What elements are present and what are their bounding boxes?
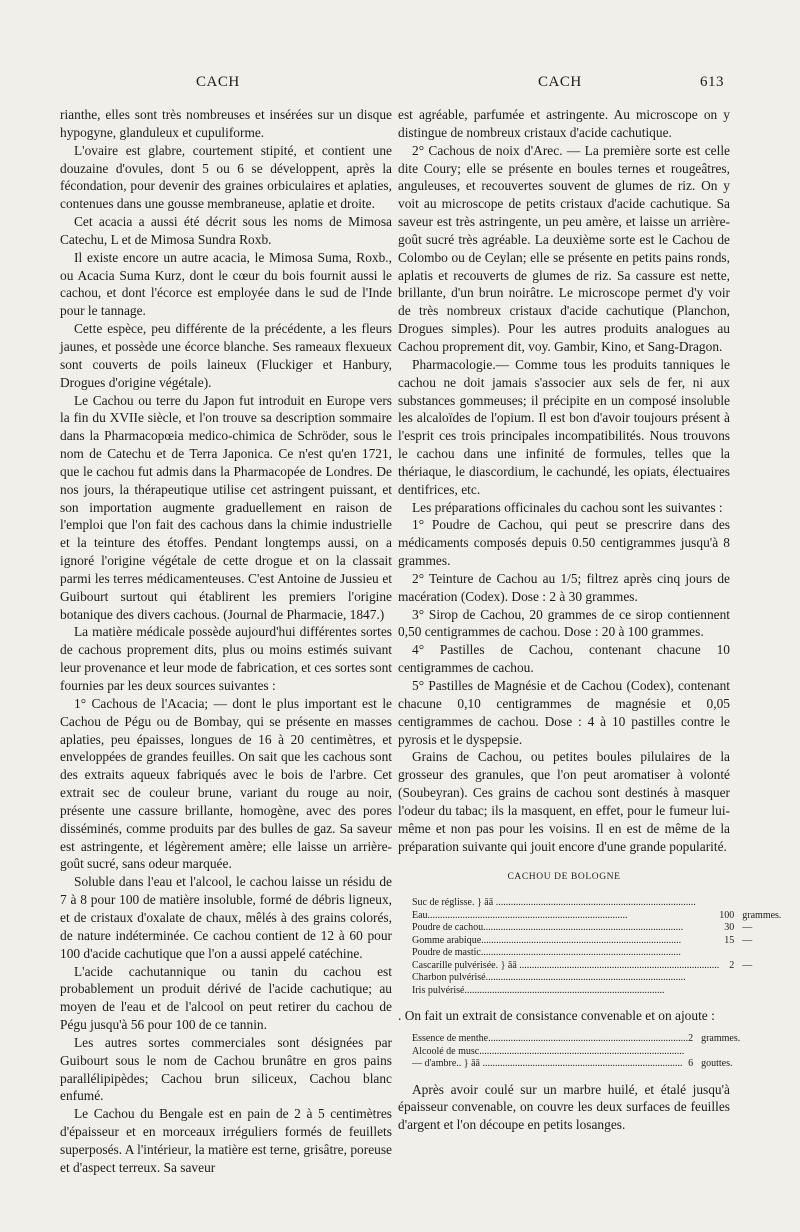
paragraph: . On fait un extrait de consistance convenable et on ajoute : — [398, 1008, 715, 1024]
paragraph: Le Cachou ou terre du Japon fut introduit en Europe vers la fin du XVIIe siècle, et l'on trouve sa description sommaire dans la Pharmacopœia medico-chimica de Schröder, sous le nom de Catechu et de Terra Japonica. Ce n'est qu'en 1721, que le cachou fut admis dans la Pharmacopée de Londres. De nos jours, la thérapeutique utilise cet astringent puissant, et son importation augmente graduellement en raison de l'emploi que l'on fait des cachous dans la chimie industrielle et la teinture des étoffes. Pendant longtemps aussi, on a ignoré l'origine végétale de cette drogue et on la classait parmi les terres médicamenteuses. C'est Antoine de Jussieu et Guibourt surtout qui établirent les premiers l'origine botanique des divers cachous. (Journal de Pharmacie, 1847.) — [60, 392, 392, 622]
paragraph: est agréable, parfumée et astringente. Au microscope on y distingue de nombreux cristaux d'acide cachutique. — [398, 107, 730, 140]
recipe-row — [412, 910, 781, 923]
ingredient-unit: — — [742, 934, 753, 946]
ingredient-name: Charbon pulvérisé................................................................................ — [412, 972, 686, 984]
paragraph: L'ovaire est glabre, courtement stipité, et contient une douzaine d'ovules, dont 5 ou 6 se développent, après la fécondation, pour devenir des graines orbiculaires et aplaties, contenues dans une gousse membraneuse, aplatie et droite. — [60, 142, 392, 212]
ingredient-unit — [734, 985, 781, 998]
paragraph: Les autres sortes commerciales sont désignées par Guibourt sous le nom de Cachou brunâtre en gros pains parallélipipèdes; Cachou brun siliceux, Cachou blanc enfumé. — [60, 1034, 392, 1104]
ingredient-unit: — — [742, 959, 753, 971]
paragraph: 3° Sirop de Cachou, 20 grammes de ce sirop contiennent 0,50 centigrammes de cachou. Dose : 20 à 100 grammes. — [398, 606, 730, 640]
ingredient-name: Iris pulvérisé................................................................................ — [412, 984, 665, 996]
recipe-row — [412, 960, 781, 973]
paragraph: 2° Cachous de noix d'Arec. — La première sorte est celle dite Coury; elle se présente en boules ternes et rougeâtres, anguleuses, et recouvertes souvent de glumes de riz. On y voit au microscope de petits cristaux d'acide cachutique. Sa saveur est très astringente, un peu amère, et laisse un arrière-goût sucré très agréable. La deuxième sorte est le Cachou de Colombo ou de Ceylan; elle se présente en petits pains ronds, aplatis et recouverts de glumes de riz. Sa cassure est nette, brillante, d'un brun noirâtre. Le microscope permet d'y voir de très nombreux cristaux d'acide cachutique (Planchon, Drogues simples). Pour les autres produits analogues au Cachou proprement dit, voy. Gambir, Kino, et Sang-Dragon. — [398, 142, 730, 354]
ingredient-unit — [693, 1046, 740, 1059]
ingredient-unit: — — [742, 922, 753, 934]
header-left-word: CACH — [196, 74, 240, 90]
recipe-row — [412, 935, 781, 948]
ingredient-unit — [734, 972, 781, 985]
paragraph: 1° Cachous de l'Acacia; — dont le plus important est le Cachou de Pégu ou de Bombay, qui se présente en masses aplaties, peu épaisses, longues de 16 à 20 centimètres, et enveloppées de grandes feuilles. On sait que les cachous sont des extraits aqueux fabriqués avec le bois de l'arbre. Cet extrait sec de couleur brune, variant du rouge au noir, présente une cassure brillante, homogène, avec des pores disséminés, comme produits par des bulles de gaz. Sa saveur est astringente, et légèrement amère; elle laisse un arrière-goût sucré, sans odeur marquée. — [60, 695, 392, 872]
ingredient-quantity: 2 — [729, 959, 735, 971]
paragraph: Après avoir coulé sur un marbre huilé, et étalé jusqu'à épaisseur convenable, on couvre les deux surfaces de feuilles d'argent et l'on découpe en petits losanges. — [398, 1081, 730, 1133]
ingredient-name: — d'ambre.. } āā ................................................................................ — [412, 1058, 683, 1070]
running-header — [0, 74, 800, 96]
ingredient-name: Suc de réglisse. } āā ................................................................................ — [412, 897, 696, 909]
ingredient-unit — [734, 897, 781, 910]
ingredient-quantity: 15 — [724, 934, 735, 946]
ingredient-name: Eau................................................................................ — [412, 909, 628, 921]
paragraph: Soluble dans l'eau et l'alcool, le cachou laisse un résidu de 7 à 8 pour 100 de matière insoluble, formé de débris ligneux, et de cristaux d'oxalate de chaux, mêlés à des grains colorés, de nature indéterminée. Ce cachou contient de 12 à 60 pour 100 d'acide cachutique que l'on a aussi appelé catéchine. — [60, 874, 392, 961]
ingredient-name: Poudre de cachou................................................................................ — [412, 922, 684, 934]
recipe-row — [412, 1058, 740, 1071]
ingredient-quantity — [719, 947, 734, 960]
recipe-row — [412, 922, 781, 935]
ingredient-name: Poudre de mastic................................................................................ — [412, 947, 681, 959]
recipe-table-additions — [412, 1033, 740, 1071]
recipe-title: CACHOU DE BOLOGNE — [507, 872, 621, 883]
ingredient-name: Cascarille pulvérisée. } āā ................................................................................ — [412, 959, 720, 971]
paragraph: Les préparations officinales du cachou sont les suivantes : — [412, 499, 723, 515]
recipe-row — [412, 1033, 740, 1046]
paragraph: 5° Pastilles de Magnésie et de Cachou (Codex), contenant chacune 0,10 centigrammes de magnésie et 0,05 centigrammes de cachou. Dose : 4 à 10 pastilles contre le pyrosis et le dyspepsie. — [398, 678, 730, 747]
ingredient-quantity: 6 — [688, 1058, 694, 1070]
paragraph: Il existe encore un autre acacia, le Mimosa Suma, Roxb., ou Acacia Suma Kurz, dont le cœur du bois fournit aussi le cachou, et dont l'écorce est employée dans le sud de l'Inde pour le tannage. — [60, 249, 392, 319]
header-right-word: CACH — [538, 74, 582, 90]
paragraph: 1° Poudre de Cachou, qui peut se prescrire dans des médicaments composés depuis 0.50 centigrammes jusqu'à 8 grammes. — [398, 517, 730, 569]
ingredient-quantity: 30 — [724, 922, 735, 934]
recipe-row — [412, 947, 781, 960]
ingredient-unit: gouttes. — [701, 1058, 733, 1070]
paragraph: rianthe, elles sont très nombreuses et insérées sur un disque hypogyne, glanduleux et cupuliforme. — [60, 107, 392, 140]
paragraph: 2° Teinture de Cachou au 1/5; filtrez après cinq jours de macération (Codex). Dose : 2 à 30 grammes. — [398, 570, 730, 604]
recipe-row — [412, 1046, 740, 1059]
paragraph: L'acide cachutannique ou tanin du cachou est probablement un produit dérivé de l'acide cachutique; au moyen de l'eau et de l'alcool on peut retirer du cachou de Pégu jusqu'à 56 pour 100 de ce tannin. — [60, 963, 392, 1033]
paragraph: La matière médicale possède aujourd'hui différentes sortes de cachous proprement dits, plus ou moins estimés suivant leur provenance et leur mode de fabrication, et ces sortes sont fournies par les deux sources suivantes : — [60, 624, 392, 693]
ingredient-quantity — [719, 897, 734, 910]
ingredient-unit: grammes. — [701, 1033, 741, 1045]
ingredient-quantity — [719, 985, 734, 998]
paragraph: Grains de Cachou, ou petites boules pilulaires de la grosseur des granules, que l'on peut aromatiser à volonté (Soubeyran). Ces grains de cachou sont destinés à masquer l'odeur du tabac; ils la masquent, en effet, pour le fumeur lui-même et non pas pour les voisins. Il en est de même de la préparation suivante qui jouit encore d'une grande popularité. — [398, 749, 730, 854]
ingredient-quantity: 100 — [719, 909, 735, 921]
paragraph: Le Cachou du Bengale est en pain de 2 à 5 centimètres d'épaisseur et en morceaux irréguliers formés de feuillets superposés. A l'intérieur, la matière est terne, grisâtre, poreuse et d'aspect terreux. Sa saveur — [60, 1106, 392, 1175]
right-column — [398, 106, 782, 1134]
ingredient-quantity: 2 — [688, 1033, 694, 1045]
recipe-row — [412, 972, 781, 985]
paragraph: Cet acacia a aussi été décrit sous les noms de Mimosa Catechu, L et de Mimosa Sundra Roxb. — [60, 214, 392, 247]
recipe-row — [412, 985, 781, 998]
ingredient-unit — [734, 947, 781, 960]
recipe-row — [412, 897, 781, 910]
ingredient-unit: grammes. — [742, 909, 782, 921]
paragraph: 4° Pastilles de Cachou, contenant chacune 10 centigrammes de cachou. — [398, 642, 730, 676]
page-number: 613 — [700, 74, 724, 90]
aa-marker: } āā — [474, 897, 496, 909]
ingredient-name: Gomme arabique................................................................................ — [412, 934, 682, 946]
recipe-table-bologne — [412, 897, 781, 997]
ingredient-name: Essence de menthe................................................................................ — [412, 1033, 689, 1045]
paragraph: Cette espèce, peu différente de la précédente, a les fleurs jaunes, et possède une écorce blanche. Ses rameaux flexueux sont couverts de poils laineux (Fluckiger et Hanbury, Drogues d'origine végétale). — [60, 321, 392, 390]
left-column — [60, 106, 392, 1177]
aa-marker: } āā — [498, 959, 520, 971]
aa-marker: } āā — [461, 1058, 483, 1070]
paragraph-pharmacologie: Pharmacologie.— Comme tous les produits tanniques le cachou ne doit jamais s'associer aux sels de fer, ni aux substances gommeuses; il précipite en un composé insoluble les alcaloïdes de l'opium. Il est bon d'avoir toujours présent à l'esprit ces trois principales incompatibilités. Nous trouvons le cachou dans une infinité de formules, telles que la thériaque, le diascordium, le cachundé, les opiats, électuaires dentifrices, etc. — [398, 356, 730, 497]
ingredient-name: Alcoolé de musc.................................................................................. — [412, 1045, 685, 1057]
ingredient-quantity — [719, 972, 734, 985]
